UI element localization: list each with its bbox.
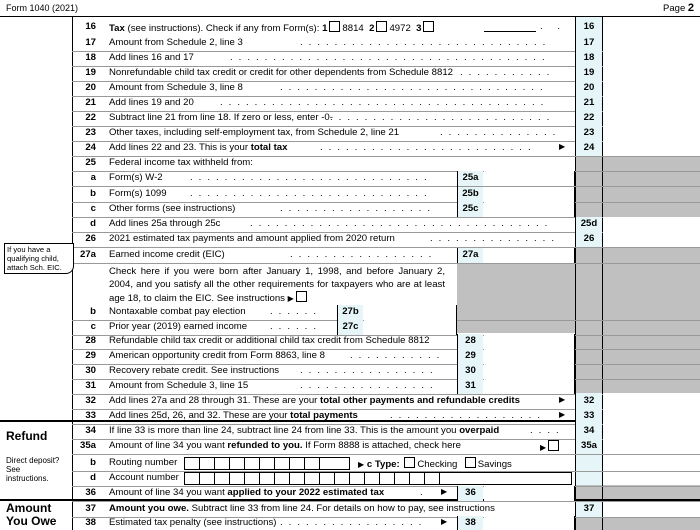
leader-dots: ..................: [280, 203, 436, 214]
row-rule: [72, 263, 700, 264]
leader-dots: ..........................: [330, 112, 556, 123]
line-25d-amount[interactable]: [603, 217, 700, 232]
line-27b-amount[interactable]: [364, 305, 457, 320]
form-3-checkbox[interactable]: [423, 21, 434, 32]
line-text: If line 33 is more than line 24, subtract line 24 from line 33. This is the amount you overpaid: [109, 425, 500, 436]
line-22-amount[interactable]: [603, 111, 700, 126]
line-text: Amount from Schedule 2, line 3: [109, 37, 243, 48]
line-text: Recovery rebate credit. See instructions: [109, 365, 280, 376]
line-17-code-box: 17: [575, 36, 602, 51]
line-number: 24: [85, 142, 96, 153]
line-26-amount[interactable]: [603, 232, 700, 247]
line-letter: d: [90, 472, 96, 483]
line-36: [0, 486, 700, 501]
line-20-code-box: 20: [575, 81, 602, 96]
line-28: [0, 334, 700, 349]
form-8814-checkbox[interactable]: [329, 21, 340, 32]
line-number: 26: [85, 233, 96, 244]
line-text: American opportunity credit from Form 8863, line 8: [109, 350, 325, 361]
eic-age-checkbox[interactable]: [296, 291, 307, 302]
line-27a: [0, 248, 700, 263]
line-text: Refundable child tax credit or additional child tax credit from Schedule 8812: [109, 335, 430, 346]
line-25a-amount[interactable]: [484, 171, 575, 186]
line-33-code-box: 33: [575, 409, 602, 424]
direct-deposit-note: Direct deposit? See instructions.: [6, 456, 60, 483]
line-number: 19: [85, 67, 96, 78]
line-22-code-box: 22: [575, 111, 602, 126]
line-29-code-box: 29: [457, 349, 483, 364]
form-title: Form 1040 (2021): [6, 3, 79, 13]
line-16-text: Tax (see instructions). Check if any from Form(s): 1 8814 2 4972 3: [109, 21, 436, 34]
line-38: [0, 516, 700, 530]
line-21-amount[interactable]: [603, 96, 700, 111]
arrow-icon: ▶: [559, 142, 566, 151]
line-text: Amount of line 34 you want applied to your 2022 estimated tax: [109, 487, 385, 498]
line-36-code-box: 36: [457, 486, 483, 501]
leader-dots: ......................................: [220, 97, 550, 108]
line-number: 36: [85, 487, 96, 498]
line-number: 23: [85, 127, 96, 138]
check-here: ▶: [540, 440, 561, 453]
line-38-amount[interactable]: [484, 516, 575, 530]
line-number: 37: [85, 503, 96, 514]
eic-age-paragraph: Check here if you were born after January 1, 1998, and before January 2, 2004, and you satisfy all the other requirements for taxpayers who are at least age 18, to claim the EIC. See instructions ▶: [109, 266, 445, 304]
line-letter: c: [90, 321, 96, 332]
line-19-code-box: 19: [575, 66, 602, 81]
line-37-code-box: 37: [575, 502, 602, 517]
leader-dots: ............................: [190, 188, 433, 199]
leader-dots: ................: [300, 365, 439, 376]
line-text: Add lines 22 and 23. This is your total tax: [109, 142, 288, 153]
line-30: [0, 364, 700, 379]
line-b: [0, 456, 700, 471]
line-text: Other taxes, including self-employment tax, from Schedule 2, line 21: [109, 127, 400, 138]
line-25b-code-box: 25b: [457, 187, 483, 202]
account-number-input[interactable]: [184, 472, 572, 485]
leader-dots: ................: [300, 380, 439, 391]
line-text: Add lines 25d, 26, and 32. These are your total payments: [109, 410, 358, 421]
line-25d-code-box: 25d: [575, 217, 602, 232]
line-text: Subtract line 21 from line 18. If zero or less, enter -0-: [109, 112, 333, 123]
line-text: Form(s) 1099: [109, 188, 167, 199]
leader-dots: .: [420, 487, 429, 498]
line-number: 17: [85, 37, 96, 48]
line-b: [0, 187, 700, 202]
form-8888-checkbox[interactable]: [548, 440, 559, 451]
line-32-amount[interactable]: [603, 394, 700, 409]
line-16-amount[interactable]: [603, 20, 700, 35]
leader-dots: ...............: [430, 233, 560, 244]
leader-dots: .................: [280, 517, 428, 528]
line-text: Form(s) W-2: [109, 172, 163, 183]
line-text: 2021 estimated tax payments and amount applied from 2020 return: [109, 233, 395, 244]
refund-heading: Refund: [6, 429, 48, 443]
line-text: Prior year (2019) earned income: [109, 321, 248, 332]
line-27b-code-box: 27b: [337, 305, 363, 320]
leader-dots: ......: [270, 306, 322, 317]
leader-dots: ...............................: [280, 82, 549, 93]
line-29-amount[interactable]: [484, 349, 575, 364]
line-text: Amount from Schedule 3, line 8: [109, 82, 243, 93]
arrow-icon: ▶: [559, 410, 566, 419]
line-c: [0, 202, 700, 217]
leader-dots: ............................: [190, 172, 433, 183]
line-number: 38: [85, 517, 96, 528]
line-letter: a: [90, 172, 96, 183]
line-number: 33: [85, 410, 96, 421]
line-23-amount[interactable]: [603, 126, 700, 141]
line-34-code-box: 34: [575, 424, 602, 439]
line-18-code-box: 18: [575, 51, 602, 66]
line-25b-amount[interactable]: [484, 187, 575, 202]
leader-dots: ..................: [390, 410, 546, 421]
line-number: 20: [85, 82, 96, 93]
form-4972-checkbox[interactable]: [376, 21, 387, 32]
line-number: 28: [85, 335, 96, 346]
line-text: Nontaxable combat pay election: [109, 306, 246, 317]
form-header: [0, 0, 700, 17]
line-text: Account number: [109, 472, 179, 483]
leader-dots: ..............: [440, 127, 562, 138]
line-letter: b: [90, 457, 96, 468]
form-3-input[interactable]: [484, 31, 536, 32]
line-27a-amount[interactable]: [484, 248, 575, 263]
line-28-amount[interactable]: [484, 334, 575, 349]
line-31-amount[interactable]: [484, 379, 575, 394]
line-19-amount[interactable]: [603, 66, 700, 81]
line-31: [0, 379, 700, 394]
line-36-amount[interactable]: [484, 486, 575, 501]
leader-dots: ......: [270, 321, 322, 332]
line-number: 22: [85, 112, 96, 123]
line-number: 27a: [79, 249, 96, 260]
line-27a-code-box: 27a: [457, 248, 483, 263]
leader-dots: ...........: [460, 67, 556, 78]
line-letter: b: [90, 306, 96, 317]
line-20-amount[interactable]: [603, 81, 700, 96]
arrow-icon: ▶: [441, 517, 448, 526]
line-text: Add lines 27a and 28 through 31. These are your total other payments and refundable credits: [109, 395, 520, 406]
line-text: Amount from Schedule 3, line 15: [109, 380, 249, 391]
line-21-code-box: 21: [575, 96, 602, 111]
line-number: 30: [85, 365, 96, 376]
line-text: Add lines 16 and 17: [109, 52, 194, 63]
leader-dots: .....................................: [230, 52, 551, 63]
line-number: 21: [85, 97, 96, 108]
line-24-code-box: 24: [575, 141, 602, 156]
line-number: 34: [85, 425, 96, 436]
line-text: Earned income credit (EIC): [109, 249, 225, 260]
line-text: Add lines 25a through 25c: [109, 218, 221, 229]
arrow-icon: ▶: [559, 395, 566, 404]
line-number: 18: [85, 52, 96, 63]
line-text: Nonrefundable child tax credit or credit for other dependents from Schedule 8812: [109, 67, 453, 78]
line-25: [0, 156, 700, 171]
line-27c-code-box: 27c: [337, 320, 363, 335]
line-text: Amount of line 34 you want refunded to you. If Form 8888 is attached, check here: [109, 440, 461, 451]
line-number: 29: [85, 350, 96, 361]
line-text: Other forms (see instructions): [109, 203, 236, 214]
line-25c-amount[interactable]: [484, 202, 575, 217]
routing-number-input[interactable]: [184, 457, 350, 470]
line-number: 35a: [79, 440, 96, 451]
line-letter: b: [90, 188, 96, 199]
line-23-code-box: 23: [575, 126, 602, 141]
line-16: 16 Tax (see instructions). Check if any from Form(s): 1 8814 2 4972 3 . .: [0, 20, 700, 35]
checking-checkbox[interactable]: [404, 457, 415, 468]
line-letter: c: [90, 203, 96, 214]
line-38-code-box: 38: [457, 516, 483, 530]
line-18-amount[interactable]: [603, 51, 700, 66]
line-27c-amount[interactable]: [364, 320, 457, 335]
leader-dots: .................: [290, 249, 438, 260]
account-type: ▶ c Type: Checking Savings: [358, 459, 512, 470]
line-25c-code-box: 25c: [457, 202, 483, 217]
line-24-amount[interactable]: [603, 141, 700, 156]
page-number: Page 2: [663, 2, 694, 14]
leader-dots: ...................................: [250, 218, 554, 229]
line-37-amount[interactable]: [603, 502, 700, 517]
line-31-code-box: 31: [457, 379, 483, 394]
arrow-icon: ▶: [441, 487, 448, 496]
savings-checkbox[interactable]: [465, 457, 476, 468]
qualifying-child-note: If you have a qualifying child, attach Sch. EIC.: [4, 243, 74, 274]
leader-dots: .........................: [320, 142, 537, 153]
line-29: [0, 349, 700, 364]
line-text: Estimated tax penalty (see instructions): [109, 517, 277, 528]
line-33-amount[interactable]: [603, 409, 700, 424]
line-text: Federal income tax withheld from:: [109, 157, 253, 168]
leader-dots: ...........: [350, 350, 446, 361]
line-28-code-box: 28: [457, 334, 483, 349]
line-32-code-box: 32: [575, 394, 602, 409]
leader-dots: ....: [530, 425, 565, 436]
line-26-code-box: 26: [575, 232, 602, 247]
line-number: 25: [85, 157, 96, 168]
line-letter: d: [90, 218, 96, 229]
line-35a-code-box: 35a: [575, 439, 602, 454]
line-number: 32: [85, 395, 96, 406]
leader-dots: .............................: [300, 37, 552, 48]
line-25a-code-box: 25a: [457, 171, 483, 186]
line-number: 16: [85, 21, 96, 32]
line-text: Amount you owe. Subtract line 33 from line 24. For details on how to pay, see instructions: [109, 503, 495, 514]
line-34-amount[interactable]: [603, 424, 700, 439]
line-17-amount[interactable]: [603, 36, 700, 51]
line-number: 31: [85, 380, 96, 391]
line-text: Routing number: [109, 457, 178, 468]
line-text: Add lines 19 and 20: [109, 97, 194, 108]
row-rule: [72, 454, 700, 455]
line-30-amount[interactable]: [484, 364, 575, 379]
line-30-code-box: 30: [457, 364, 483, 379]
amount-you-owe-heading: Amount You Owe: [6, 501, 57, 528]
line-a: [0, 171, 700, 186]
line-35a-amount[interactable]: [603, 439, 700, 454]
line-16-code-box: 16: [575, 20, 602, 36]
